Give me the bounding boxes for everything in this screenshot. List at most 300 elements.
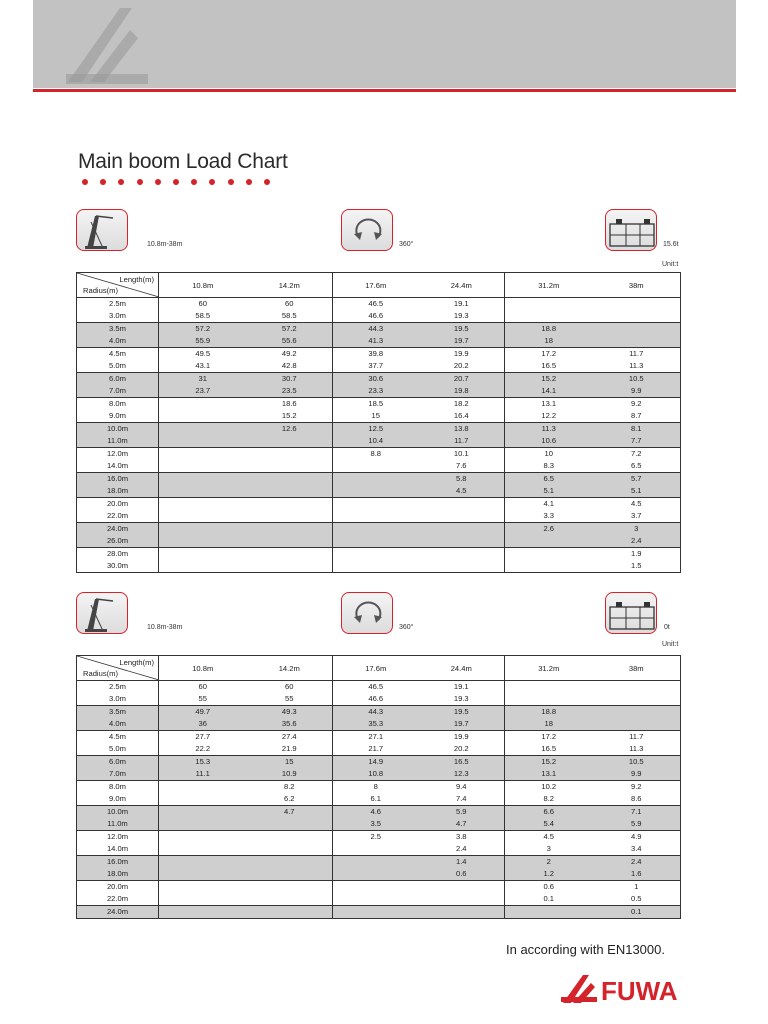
load-cell — [419, 906, 505, 919]
load-cell: 30.7 — [247, 373, 333, 386]
radius-cell: 18.0m — [77, 485, 159, 498]
table-row — [77, 348, 681, 361]
radius-cell: 6.0m — [77, 373, 159, 386]
load-cell — [159, 535, 247, 548]
load-cell: 1.6 — [593, 868, 681, 881]
load-cell — [333, 485, 419, 498]
table-row — [77, 373, 681, 386]
load-cell: 4.5 — [593, 498, 681, 511]
load-cell: 60 — [285, 299, 294, 308]
load-cell: 4.5 — [419, 485, 505, 498]
table-row — [77, 560, 681, 573]
load-cell: 30.6 — [333, 373, 419, 386]
load-cell: 14.9 — [333, 756, 419, 769]
load-cell: 15 — [247, 756, 333, 769]
load-cell: 9.2 — [593, 398, 681, 411]
load-cell — [593, 681, 681, 694]
load-cell — [247, 460, 333, 473]
load-cell: 3 — [593, 523, 681, 536]
table-row — [77, 435, 681, 448]
radius-cell: 28.0m — [77, 548, 159, 561]
table-row — [77, 423, 681, 436]
radius-header: Radius(m) — [83, 286, 119, 295]
load-cell — [159, 548, 247, 561]
slew-360-icon — [341, 592, 393, 634]
page-title: Main boom Load Chart — [78, 150, 288, 173]
table-row — [77, 831, 681, 844]
load-cell — [247, 473, 333, 486]
boom-length-label: 10.8m-38m — [147, 624, 183, 631]
radius-cell: 7.0m — [77, 385, 159, 398]
load-cell — [159, 448, 247, 461]
load-cell: 0.6 — [419, 868, 505, 881]
load-cell: 2.4 — [593, 856, 681, 869]
radius-cell: 20.0m — [77, 881, 159, 894]
load-cell — [333, 498, 419, 511]
load-cell: 15 — [333, 410, 419, 423]
load-cell: 12.6 — [247, 423, 333, 436]
load-cell — [159, 435, 247, 448]
load-cell: 8 — [333, 781, 419, 794]
table-row — [77, 906, 681, 919]
load-cell: 19.7 — [419, 718, 505, 731]
load-cell: 2.5 — [333, 831, 419, 844]
table-row — [77, 510, 681, 523]
counterweight-icon — [605, 592, 657, 634]
load-cell: 46.6 — [333, 693, 419, 706]
load-cell: 3.8 — [455, 832, 467, 841]
load-cell — [505, 535, 593, 548]
table-row — [77, 498, 681, 511]
column-header: 38m — [593, 273, 681, 298]
load-cell: 10.1 — [453, 449, 469, 458]
load-cell: 6.5 — [505, 473, 593, 486]
load-cell — [247, 818, 333, 831]
table-row — [77, 448, 681, 461]
radius-cell: 3.5m — [77, 706, 159, 719]
load-cell: 57.2 — [159, 323, 247, 336]
table-row — [77, 818, 681, 831]
load-cell — [247, 548, 333, 561]
load-cell — [247, 485, 333, 498]
table-row — [77, 731, 681, 744]
unit-label: Unit:t — [662, 641, 679, 648]
radius-cell: 24.0m — [77, 906, 159, 919]
load-cell — [593, 706, 681, 719]
load-cell: 7.2 — [593, 448, 681, 461]
load-cell: 8.8 — [333, 448, 419, 461]
radius-cell: 26.0m — [77, 535, 159, 548]
table-row — [77, 793, 681, 806]
load-cell: 7.4 — [419, 793, 505, 806]
load-cell — [247, 868, 333, 881]
load-cell — [159, 510, 247, 523]
load-cell — [333, 843, 419, 856]
radius-cell: 2.5m — [77, 681, 159, 694]
radius-cell: 16.0m — [77, 856, 159, 869]
table-row — [77, 868, 681, 881]
radius-cell: 30.0m — [77, 560, 159, 573]
load-cell: 19.9 — [453, 732, 469, 741]
load-cell — [505, 560, 593, 573]
load-cell: 58.5 — [159, 310, 247, 323]
load-cell — [247, 906, 333, 919]
load-cell: 14.1 — [505, 385, 593, 398]
load-cell: 20.2 — [419, 360, 505, 373]
load-cell: 60 — [285, 682, 294, 691]
load-cell: 5.1 — [593, 485, 681, 498]
radius-cell: 14.0m — [77, 843, 159, 856]
load-cell: 21.7 — [333, 743, 419, 756]
table-row — [77, 460, 681, 473]
load-cell: 60 — [198, 682, 207, 691]
radius-cell: 10.0m — [77, 423, 159, 436]
load-cell: 10.6 — [505, 435, 593, 448]
load-cell: 7.6 — [419, 460, 505, 473]
load-cell: 11.7 — [593, 348, 681, 361]
load-cell: 13.1 — [505, 398, 593, 411]
table-row — [77, 398, 681, 411]
radius-cell: 3.5m — [77, 323, 159, 336]
radius-cell: 9.0m — [77, 410, 159, 423]
radius-cell: 4.0m — [77, 335, 159, 348]
load-cell: 9.9 — [593, 768, 681, 781]
load-cell: 16.5 — [505, 743, 593, 756]
load-cell — [247, 560, 333, 573]
load-cell — [419, 523, 505, 536]
load-cell: 1 — [593, 881, 681, 894]
counterweight-label: 15.6t — [663, 241, 679, 248]
load-cell: 20.2 — [419, 743, 505, 756]
load-cell — [333, 868, 419, 881]
table-header-row — [77, 273, 681, 298]
boom-icon — [76, 592, 128, 634]
load-cell: 19.3 — [419, 693, 505, 706]
table-row — [77, 535, 681, 548]
radius-cell: 2.5m — [77, 298, 159, 311]
load-cell: 1.2 — [505, 868, 593, 881]
counterweight-label: 0t — [664, 624, 670, 631]
radius-cell: 20.0m — [77, 498, 159, 511]
load-cell: 3.7 — [593, 510, 681, 523]
load-cell: 58.5 — [247, 310, 333, 323]
table-row — [77, 806, 681, 819]
slew-360-icon — [341, 209, 393, 251]
load-cell: 16.5 — [419, 756, 505, 769]
load-cell — [159, 868, 247, 881]
load-cell: 8.2 — [505, 793, 593, 806]
table-row — [77, 856, 681, 869]
load-cell — [333, 535, 419, 548]
load-cell — [333, 906, 419, 919]
load-cell: 21.9 — [247, 743, 333, 756]
load-cell — [333, 856, 419, 869]
table-row — [77, 768, 681, 781]
load-cell: 9.4 — [455, 782, 467, 791]
radius-header: Radius(m) — [83, 669, 119, 678]
load-cell — [159, 473, 247, 486]
load-cell: 10.9 — [247, 768, 333, 781]
load-cell: 60 — [198, 299, 207, 308]
load-cell: 2.4 — [419, 843, 505, 856]
load-cell: 11.7 — [593, 731, 681, 744]
load-cell: 7.1 — [593, 806, 681, 819]
load-cell — [593, 693, 681, 706]
load-chart-table — [76, 655, 681, 919]
load-cell — [419, 893, 505, 906]
load-cell: 10.4 — [333, 435, 419, 448]
counterweight-icon — [605, 209, 657, 251]
load-cell: 4.7 — [419, 818, 505, 831]
load-cell: 5.4 — [505, 818, 593, 831]
load-cell — [159, 843, 247, 856]
radius-cell: 11.0m — [77, 818, 159, 831]
load-cell — [247, 831, 333, 844]
load-cell: 4.9 — [593, 831, 681, 844]
load-cell — [159, 485, 247, 498]
radius-cell: 3.0m — [77, 693, 159, 706]
load-cell — [333, 560, 419, 573]
column-header: 31.2m — [505, 656, 593, 681]
title-dot-divider — [82, 179, 270, 185]
load-cell: 11.3 — [593, 360, 681, 373]
boom-length-label: 10.8m-38m — [147, 241, 183, 248]
load-cell — [593, 310, 681, 323]
load-cell: 57.2 — [247, 323, 333, 336]
table-row — [77, 298, 681, 311]
load-cell: 0.5 — [593, 893, 681, 906]
load-cell: 5.9 — [419, 806, 505, 819]
load-cell: 5.1 — [505, 485, 593, 498]
load-cell: 19.1 — [453, 299, 469, 308]
load-cell: 2.6 — [505, 523, 593, 536]
load-cell: 10.2 — [505, 781, 593, 794]
load-cell — [159, 560, 247, 573]
load-cell: 13.1 — [505, 768, 593, 781]
load-cell — [159, 831, 247, 844]
table-row — [77, 323, 681, 336]
load-cell — [159, 398, 247, 411]
load-cell: 9.9 — [593, 385, 681, 398]
radius-cell: 14.0m — [77, 460, 159, 473]
load-cell: 8.1 — [593, 423, 681, 436]
load-cell: 12.3 — [419, 768, 505, 781]
load-cell — [593, 298, 681, 311]
load-cell: 18 — [505, 718, 593, 731]
load-cell: 8.2 — [283, 782, 295, 791]
load-cell: 4.1 — [505, 498, 593, 511]
load-cell — [505, 693, 593, 706]
radius-cell: 8.0m — [77, 781, 159, 794]
load-cell: 3.3 — [505, 510, 593, 523]
load-cell: 6.5 — [593, 460, 681, 473]
radius-cell: 16.0m — [77, 473, 159, 486]
radius-cell: 7.0m — [77, 768, 159, 781]
load-cell — [419, 498, 505, 511]
load-cell: 49.2 — [281, 349, 297, 358]
load-cell: 37.7 — [333, 360, 419, 373]
load-cell: 18.8 — [505, 323, 593, 336]
column-header: 31.2m — [505, 273, 593, 298]
load-cell: 35.6 — [247, 718, 333, 731]
load-cell: 16.4 — [419, 410, 505, 423]
load-cell — [593, 718, 681, 731]
load-cell: 19.8 — [419, 385, 505, 398]
load-cell: 10.5 — [593, 756, 681, 769]
radius-cell: 4.5m — [77, 348, 159, 361]
table-row — [77, 893, 681, 906]
load-cell: 2 — [505, 856, 593, 869]
load-cell: 5.9 — [593, 818, 681, 831]
load-cell — [247, 893, 333, 906]
table-row — [77, 881, 681, 894]
load-cell: 5.7 — [593, 473, 681, 486]
load-cell: 49.3 — [247, 706, 333, 719]
radius-cell: 9.0m — [77, 793, 159, 806]
table-row — [77, 693, 681, 706]
table-row — [77, 360, 681, 373]
load-cell: 55 — [247, 693, 333, 706]
load-cell: 10.5 — [593, 373, 681, 386]
load-cell: 35.3 — [333, 718, 419, 731]
load-cell: 16.5 — [505, 360, 593, 373]
load-cell — [247, 435, 333, 448]
load-cell: 15.3 — [159, 756, 247, 769]
load-cell: 39.8 — [333, 348, 419, 361]
length-header: Length(m) — [119, 275, 154, 284]
load-cell: 42.8 — [247, 360, 333, 373]
column-header: 24.4m — [419, 656, 505, 681]
load-cell — [505, 906, 593, 919]
table-row — [77, 485, 681, 498]
load-cell: 23.7 — [159, 385, 247, 398]
load-cell: 2.4 — [593, 535, 681, 548]
load-cell — [159, 423, 247, 436]
length-header: Length(m) — [119, 658, 154, 667]
radius-cell: 12.0m — [77, 448, 159, 461]
radius-cell: 4.0m — [77, 718, 159, 731]
load-cell — [505, 310, 593, 323]
radius-cell: 24.0m — [77, 523, 159, 536]
table-row — [77, 523, 681, 536]
load-cell: 44.3 — [333, 706, 419, 719]
column-header: 38m — [593, 656, 681, 681]
load-cell: 36 — [159, 718, 247, 731]
load-cell: 11.7 — [419, 435, 505, 448]
load-cell — [333, 523, 419, 536]
load-cell: 0.1 — [593, 906, 681, 919]
load-cell: 19.5 — [419, 706, 505, 719]
load-cell: 41.3 — [333, 335, 419, 348]
load-cell — [247, 510, 333, 523]
fuwa-logo — [561, 973, 687, 1010]
load-cell: 6.2 — [247, 793, 333, 806]
load-cell — [247, 523, 333, 536]
load-cell: 27.4 — [281, 732, 297, 741]
load-cell — [505, 681, 593, 694]
load-cell — [247, 448, 333, 461]
table-row — [77, 410, 681, 423]
radius-cell: 18.0m — [77, 868, 159, 881]
load-cell: 11.1 — [159, 768, 247, 781]
load-cell: 18.6 — [281, 399, 297, 408]
load-cell: 23.3 — [333, 385, 419, 398]
load-cell: 4.7 — [247, 806, 333, 819]
unit-label: Unit:t — [662, 261, 679, 268]
load-cell — [419, 535, 505, 548]
load-cell — [419, 548, 505, 561]
table-row — [77, 385, 681, 398]
load-cell: 8.7 — [593, 410, 681, 423]
load-cell: 55 — [159, 693, 247, 706]
load-cell: 10.8 — [333, 768, 419, 781]
load-cell — [505, 298, 593, 311]
load-cell: 19.9 — [453, 349, 469, 358]
load-cell — [247, 881, 333, 894]
radius-cell: 22.0m — [77, 893, 159, 906]
radius-cell: 6.0m — [77, 756, 159, 769]
load-cell: 13.8 — [419, 423, 505, 436]
table-row — [77, 706, 681, 719]
load-cell: 22.2 — [159, 743, 247, 756]
load-cell: 9.2 — [593, 781, 681, 794]
load-cell — [159, 781, 247, 794]
load-cell: 19.7 — [419, 335, 505, 348]
load-cell — [333, 510, 419, 523]
load-cell — [419, 881, 505, 894]
column-header: 17.6m — [333, 273, 419, 298]
load-cell — [333, 460, 419, 473]
load-cell: 55.6 — [247, 335, 333, 348]
load-cell — [159, 460, 247, 473]
load-cell: 12.2 — [505, 410, 593, 423]
load-cell: 27.1 — [333, 731, 419, 744]
load-cell — [159, 498, 247, 511]
load-cell: 27.7 — [195, 732, 211, 741]
load-cell: 3.5 — [333, 818, 419, 831]
table-row — [77, 548, 681, 561]
column-header: 10.8m — [159, 273, 247, 298]
load-cell: 18.5 — [333, 398, 419, 411]
header-watermark-logo — [60, 4, 152, 91]
load-cell: 15.2 — [505, 373, 593, 386]
load-cell — [159, 856, 247, 869]
load-cell: 11.3 — [505, 423, 593, 436]
load-cell: 8.6 — [593, 793, 681, 806]
boom-icon — [76, 209, 128, 251]
load-cell — [333, 881, 419, 894]
load-cell — [333, 548, 419, 561]
load-cell — [247, 856, 333, 869]
load-cell — [159, 523, 247, 536]
load-cell — [333, 893, 419, 906]
load-cell — [419, 560, 505, 573]
load-cell — [593, 323, 681, 336]
load-cell: 17.2 — [505, 348, 593, 361]
column-header: 10.8m — [159, 656, 247, 681]
load-cell: 12.5 — [333, 423, 419, 436]
load-cell: 43.1 — [159, 360, 247, 373]
load-cell — [247, 498, 333, 511]
slew-angle-label: 360° — [399, 241, 414, 248]
load-cell: 15.2 — [247, 410, 333, 423]
load-cell — [505, 548, 593, 561]
load-cell: 4.5 — [505, 831, 593, 844]
table-row — [77, 473, 681, 486]
table-row — [77, 743, 681, 756]
load-cell: 18 — [505, 335, 593, 348]
radius-cell: 10.0m — [77, 806, 159, 819]
